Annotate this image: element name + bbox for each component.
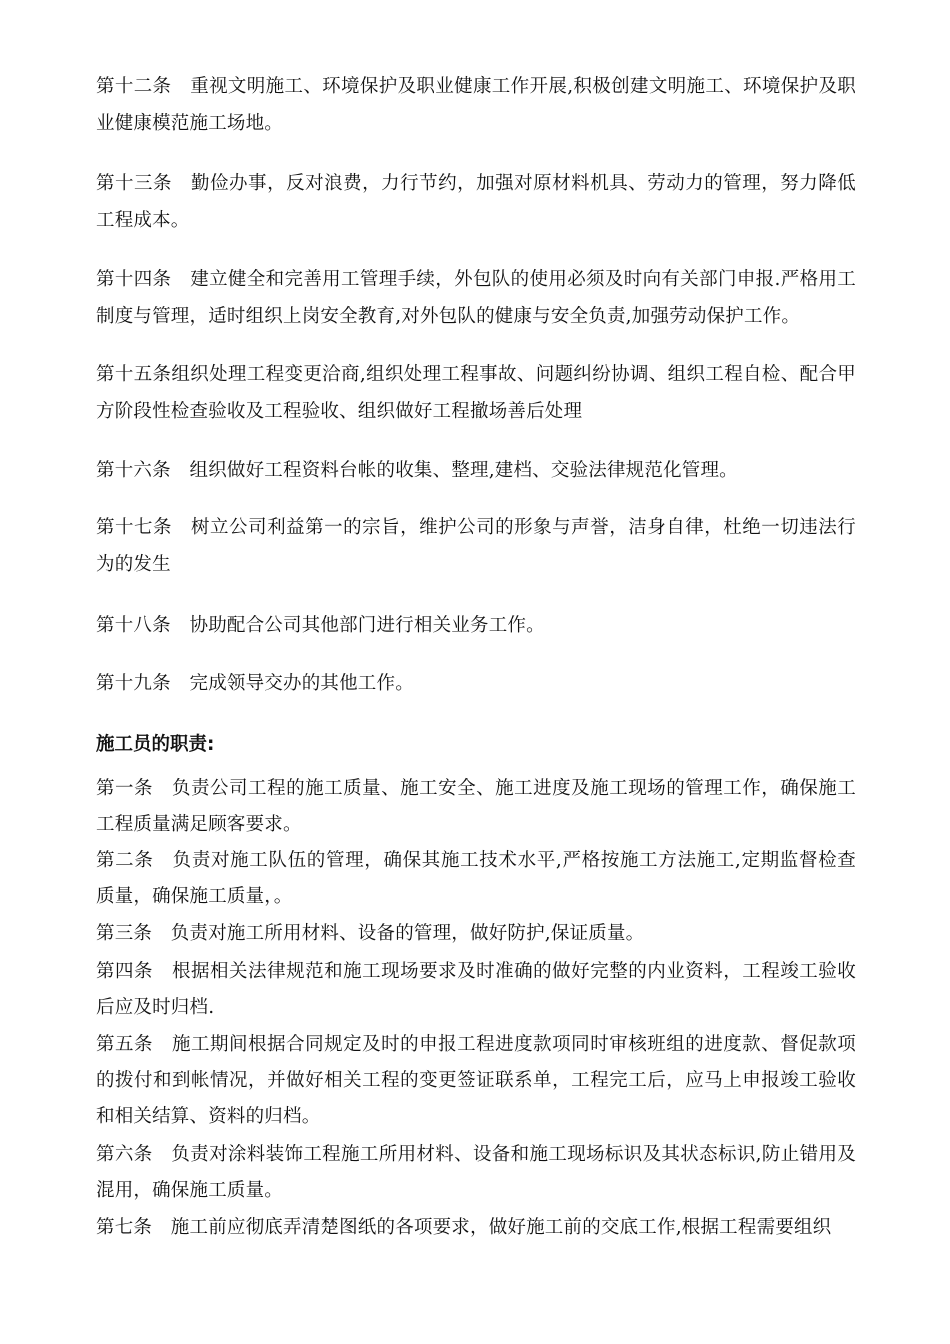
article-19: 第十九条 完成领导交办的其他工作。 [96, 673, 414, 694]
duty-article-7: 第七条 施工前应彻底弄清楚图纸的各项要求，做好施工前的交底工作,根据工程需要组织 [96, 1217, 832, 1238]
article-17: 第十七条 树立公司利益第一的宗旨，维护公司的形象与声誉，洁身自律，杜绝一切违法行为的发生 [96, 517, 856, 575]
duty-article-5: 第五条 施工期间根据合同规定及时的申报工程进度款项同时审核班组的进度款、督促款项的拨付和到帐情况，并做好相关工程的变更签证联系单，工程完工后，应马上申报竣工验收和相关结算、资料的归档。 [96, 1034, 856, 1127]
article-15: 第十五条组织处理工程变更洽商,组织处理工程事故、问题纠纷协调、组织工程自检、配合甲方阶段性检查验收及工程验收、组织做好工程撤场善后处理 [96, 364, 856, 422]
article-14: 第十四条 建立健全和完善用工管理手续，外包队的使用必须及时向有关部门申报.严格用工制度与管理，适时组织上岗安全教育,对外包队的健康与安全负责,加强劳动保护工作。 [96, 269, 856, 327]
article-18: 第十八条 协助配合公司其他部门进行相关业务工作。 [96, 615, 545, 636]
section-heading: 施工员的职责: [96, 734, 215, 755]
article-13: 第十三条 勤俭办事，反对浪费，力行节约，加强对原材料机具、劳动力的管理，努力降低工程成本。 [96, 173, 856, 231]
duty-article-4: 第四条 根据相关法律规范和施工现场要求及时准确的做好完整的内业资料，工程竣工验收后应及时归档. [96, 961, 856, 1018]
duty-article-1: 第一条 负责公司工程的施工质量、施工安全、施工进度及施工现场的管理工作，确保施工工程质量满足顾客要求。 [96, 778, 856, 835]
article-12: 第十二条 重视文明施工、环境保护及职业健康工作开展,积极创建文明施工、环境保护及职业健康模范施工场地。 [96, 76, 856, 134]
duty-article-3: 第三条 负责对施工所用材料、设备的管理，做好防护,保证质量。 [96, 923, 645, 944]
duty-article-2: 第二条 负责对施工队伍的管理，确保其施工技术水平,严格按施工方法施工,定期监督检查质量，确保施工质量，。 [96, 850, 856, 907]
duty-article-6: 第六条 负责对涂料装饰工程施工所用材料、设备和施工现场标识及其状态标识,防止错用及混用，确保施工质量。 [96, 1144, 856, 1201]
article-16: 第十六条 组织做好工程资料台帐的收集、整理,建档、交验法律规范化管理。 [96, 460, 738, 481]
